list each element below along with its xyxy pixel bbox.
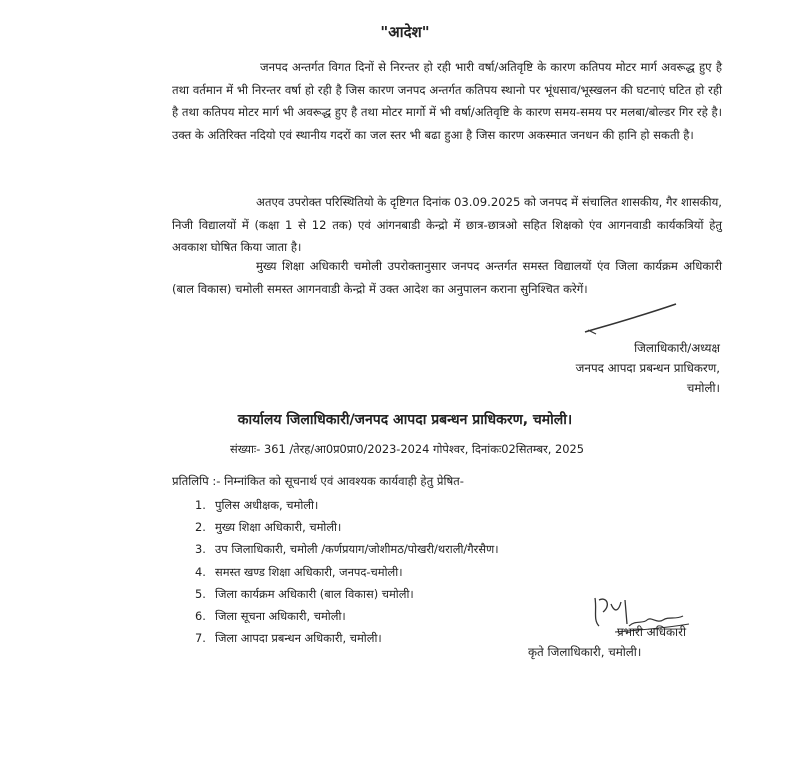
list-item: 3. उप जिलाधिकारी, चमोली /कर्णप्रयाग/जोशीमठ/पोखरी/थराली/गैरसैण। xyxy=(195,542,499,557)
signature-mark xyxy=(580,300,680,340)
order-paragraph-3: मुख्य शिक्षा अधिकारी चमोली उपरोक्तानुसार जनपद अन्तर्गत समस्त विद्यालयों एंव जिला कार्यक्रम अधिकारी (बाल विकास) चमोली समस्त आगनवाडी केन्द्रो में उक्त आदेश का अनुपालन कराना सुनिश्चित करेगें। xyxy=(172,259,722,296)
order-paragraph-1: जनपद अन्तर्गत विगत दिनों से निरन्तर हो रही भारी वर्षा/अतिवृष्टि के कारण कतिपय मोटर मार्ग अवरूद्ध हुए है तथा वर्तमान में भी निरन्तर वर्षा हो रही है जिस कारण जनपद अन्तर्गत कतिपय स्थानो पर भूंधसाव/भूस्खलन की घटनाएं घटित हो रही है तथा कतिपय मोटर मार्ग भी अवरूद्ध हुए है तथा मोटर मार्गो में भी वर्षा/अतिवृष्टि के कारण समय-समय पर मलबा/बोल्डर गिर रहे है। उक्त के अतिरिक्त नदियो एवं स्थानीय गदरों का जल स्तर भी बढा हुआ है जिस कारण अकस्मात जनधन की हानि हो सकती है। xyxy=(172,60,722,142)
signatory-designation: प्रभारी अधिकारी xyxy=(616,625,686,639)
order-title: "आदेश" xyxy=(380,23,430,41)
copy-heading: प्रतिलिपि :- निम्नांकित को सूचनार्थ एवं आवश्यक कार्यवाही हेतु प्रेषित- xyxy=(172,474,464,488)
list-item: 7. जिला आपदा प्रबन्धन अधिकारी, चमोली। xyxy=(195,631,382,646)
signatory-designation: जिलाधिकारी/अध्यक्ष xyxy=(634,341,720,355)
office-heading: कार्यालय जिलाधिकारी/जनपद आपदा प्रबन्धन प्राधिकरण, चमोली। xyxy=(237,412,573,428)
signatory-on-behalf: कृते जिलाधिकारी, चमोली। xyxy=(528,645,642,659)
list-item: 6. जिला सूचना अधिकारी, चमोली। xyxy=(195,609,346,624)
copy-signatory xyxy=(520,622,690,662)
list-item: 2. मुख्य शिक्षा अधिकारी, चमोली। xyxy=(195,520,342,535)
copy-recipient-list xyxy=(195,494,499,649)
list-item: 4. समस्त खण्ड शिक्षा अधिकारी, जनपद-चमोली। xyxy=(195,564,403,579)
order-signatory xyxy=(520,338,720,398)
signatory-authority: जनपद आपदा प्रबन्धन प्राधिकरण, xyxy=(575,361,720,375)
signatory-district: चमोली। xyxy=(686,381,720,395)
list-item: 1. पुलिस अधीक्षक, चमोली। xyxy=(195,498,319,512)
order-paragraph-2: अतएव उपरोक्त परिस्थितियो के दृष्टिगत दिनांक 03.09.2025 को जनपद में संचालित शासकीय, गैर शासकीय, निजी विद्यालयों में (कक्षा 1 से 12 तक) एवं आंगनबाडी केन्द्रो में छात्र-छात्रओ सहित शिक्षको एंव आगनवाडी कार्यकत्रियों हेतु अवकाश घोषित किया जाता है। xyxy=(172,195,722,255)
reference-line: संख्याः- 361 /तेरह/आ0प्र0प्रा0/2023-2024 गोपेश्वर, दिनांकः02सितम्बर, 2025 xyxy=(230,442,584,456)
list-item: 5. जिला कार्यक्रम अधिकारी (बाल विकास) चमोली। xyxy=(195,586,414,601)
